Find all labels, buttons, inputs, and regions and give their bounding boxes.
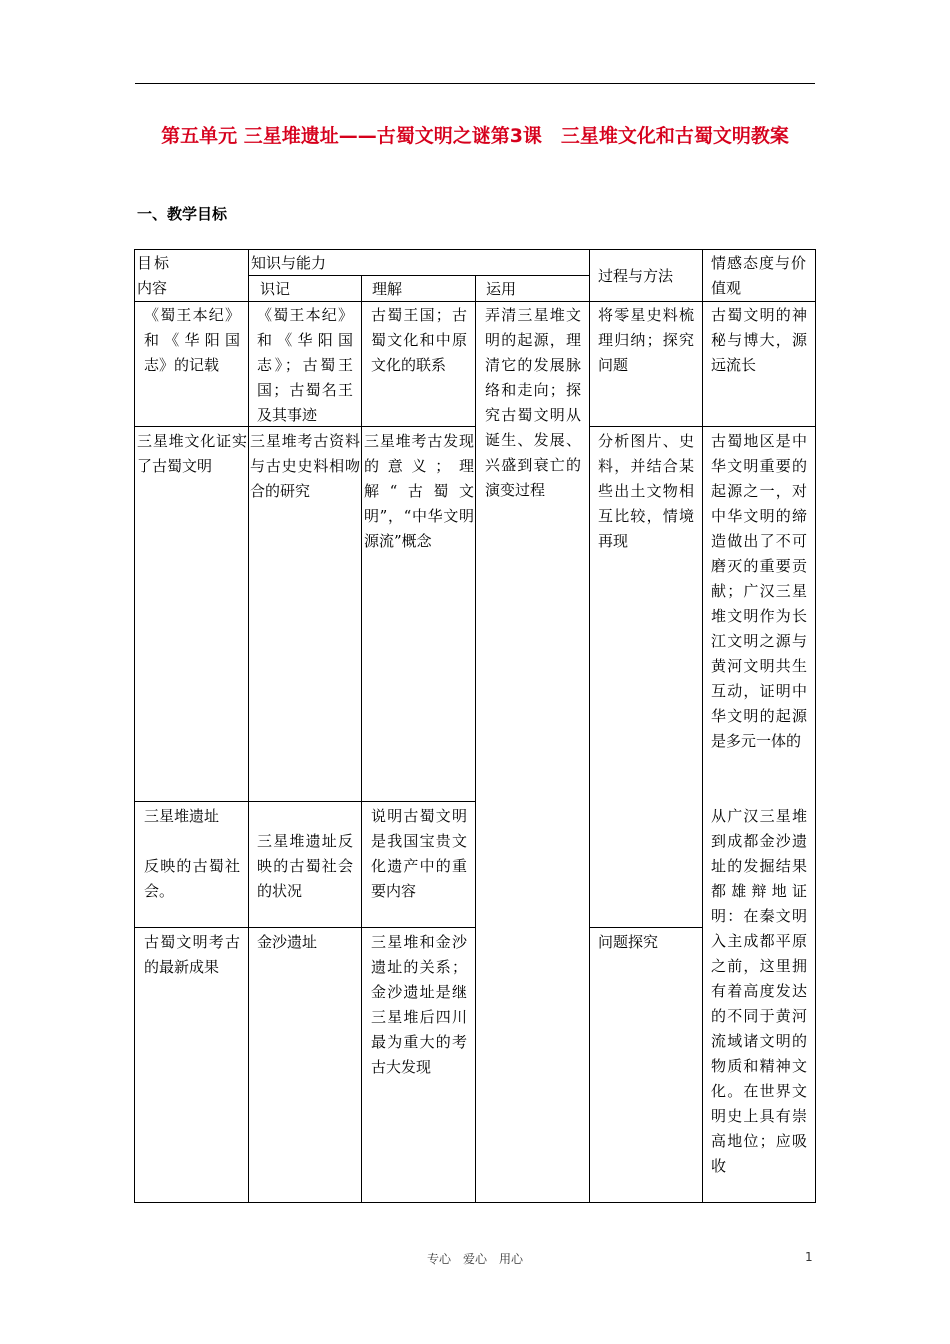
header-understand: 理解: [372, 280, 403, 298]
row2-emotion: 古蜀地区是中华文明重要的起源之一，对中华文明的缔造做出了不可磨灭的重要贡献；广汉三星堆文明作为长江文明之源与黄河文明共生互动，证明中华文明的起源是多元一体的: [711, 432, 807, 750]
col-divider-5: [702, 249, 703, 1203]
row3-emotion: 从广汉三星堆到成都金沙遗址的发掘结果都雄辩地证明：在秦文明入主成都平原之前，这里拥有着高度发达的不同于黄河流域诸文明的物质和精神文化。在世界文明史上具有崇高地位；应吸收: [711, 807, 807, 1175]
row4-understand: 三星堆和金沙遗址的关系；金沙遗址是继三星堆后四川最为重大的考古大发现: [371, 933, 467, 1076]
row2-recall: 三星堆考古资料与古史史料相吻合的研究: [250, 432, 360, 500]
col-divider-1: [248, 249, 249, 1203]
header-knowledge: 知识与能力: [251, 254, 327, 272]
table-border-right: [815, 249, 816, 1203]
col-divider-2: [361, 275, 362, 1203]
row2-understand: 三星堆考古发现的意义；理解“古蜀文明”，“中华文明源流”概念: [364, 432, 474, 550]
row3-goal-desc: 反映的古蜀社会。: [144, 857, 240, 900]
row4-recall: 金沙遗址: [257, 933, 318, 951]
row1-understand: 古蜀王国；古蜀文化和中原文化的联系: [371, 306, 467, 374]
header-apply: 运用: [486, 280, 517, 298]
row1-emotion: 古蜀文明的神秘与博大，源远流长: [711, 306, 807, 374]
header-goal: 目标内容: [137, 254, 169, 297]
table-border-left: [134, 249, 135, 1203]
header-rule: [135, 83, 815, 84]
row2-process: 分析图片、史料，并结合某些出土文物相互比较，情境再现: [598, 432, 694, 550]
row3-goal-title: 三星堆遗址: [144, 807, 220, 825]
row1-apply: 弄清三星堆文明的起源，理清它的发展脉络和走向；探究古蜀文明从诞生、发展、兴盛到衰亡的演变过程: [485, 306, 581, 499]
col-divider-3: [475, 275, 476, 1203]
row3-recall: 三星堆遗址反映的古蜀社会的状况: [257, 832, 353, 900]
row4-goal: 古蜀文明考古的最新成果: [144, 933, 240, 976]
row3-bottom-process: [589, 927, 702, 928]
row3-bottom-left: [134, 927, 475, 928]
row4-process: 问题探究: [598, 933, 659, 951]
page-footer: 专心 爱心 用心: [426, 1252, 523, 1266]
header-process: 过程与方法: [598, 267, 674, 285]
section-heading: 一、教学目标: [137, 205, 228, 223]
row2-goal: 三星堆文化证实了古蜀文明: [137, 432, 247, 475]
row1-process: 将零星史料梳理归纳；探究问题: [598, 306, 694, 374]
page-number: 1: [805, 1250, 813, 1264]
row2-bottom-left: [134, 801, 475, 802]
col-divider-4: [589, 249, 590, 1203]
header-emotion: 情感态度与价值观: [711, 254, 806, 297]
document-title: 第五单元 三星堆遗址——古蜀文明之谜第3课 三星堆文化和古蜀文明教案: [161, 125, 789, 147]
table-border-top: [134, 249, 816, 250]
row1-recall: 《蜀王本纪》和《华阳国志》；古蜀王国；古蜀名王及其事迹: [257, 306, 353, 424]
row1-goal: 《蜀王本纪》和《华阳国志》的记载: [144, 306, 240, 374]
header-recall: 识记: [260, 280, 291, 298]
row3-understand: 说明古蜀文明是我国宝贵文化遗产中的重要内容: [371, 807, 467, 900]
